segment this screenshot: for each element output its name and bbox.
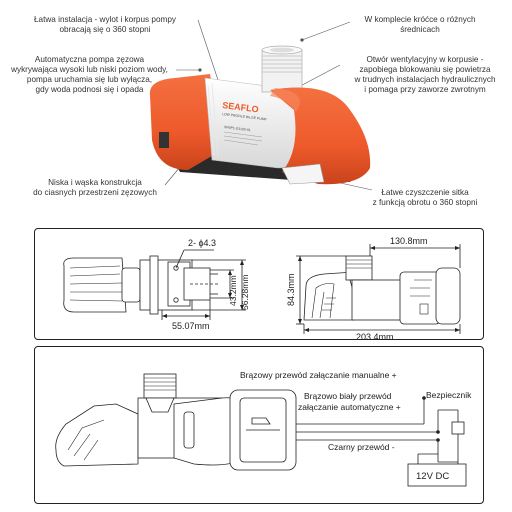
wire-manual-label: Brązowy przewód załączanie manualne + bbox=[240, 370, 397, 380]
wiring-diagram bbox=[34, 346, 484, 504]
callout-installation: Łatwa instalacja - wylot i korpus pompy obracają się o 360 stopni bbox=[34, 15, 176, 34]
pump-illustration bbox=[0, 0, 512, 225]
dim-height: 84.3mm bbox=[286, 273, 296, 306]
callout-fittings: W komplecie króćce o różnych średnicach bbox=[364, 15, 476, 34]
callout-strainer: Łatwe czyszczenie sitka z funkcją obrotu o 360 stopni bbox=[372, 188, 478, 207]
dim-length: 203.4mm bbox=[356, 332, 394, 340]
wire-auto-label-2: załączanie automatyczne + bbox=[298, 402, 401, 412]
wire-auto-label-1: Brązowo biały przewód bbox=[304, 391, 392, 401]
dim-top-width: 130.8mm bbox=[390, 236, 428, 246]
fuse-symbol bbox=[452, 422, 464, 434]
product-subtitle: LOW PROFILE BILGE PUMP bbox=[221, 112, 267, 122]
wiring-panel bbox=[34, 346, 484, 504]
wiring-pump-inlet bbox=[56, 404, 138, 466]
callout-vent: Otwór wentylacyjny w korpusie - zapobiega blokowaniu się powietrza w trudnych instalacjach hydraulicznych i pomaga przy zaworze zwrotnym bbox=[354, 55, 496, 94]
dim-base-width: 55.07mm bbox=[172, 321, 210, 331]
fuse-label: Bezpiecznik bbox=[426, 390, 472, 400]
dim-holes: 2- ϕ4.3 bbox=[188, 238, 217, 248]
dimension-drawing bbox=[34, 228, 484, 340]
dim-h2: 56.28mm bbox=[240, 274, 250, 310]
dim-h1: 43.2mm bbox=[228, 275, 238, 306]
product-photo-section bbox=[0, 0, 512, 225]
dimension-panel bbox=[34, 228, 484, 340]
callout-lowprofile: Niska i wąska konstrukcja do ciasnych przestrzeni zęzowych bbox=[33, 178, 157, 197]
battery-label: 12V DC bbox=[416, 471, 450, 482]
wire-ground-label: Czarny przewód - bbox=[328, 442, 395, 452]
callout-automatic: Automatyczna pompa zęzowa wykrywająca wysoki lub niski poziom wody, pompa uruchamia się lub wyłącza, gdy woda podnosi się i opada bbox=[11, 55, 168, 94]
brand-logo: SEAFLO bbox=[221, 100, 260, 115]
product-model: SFBP1-G1100-01 bbox=[223, 125, 251, 133]
